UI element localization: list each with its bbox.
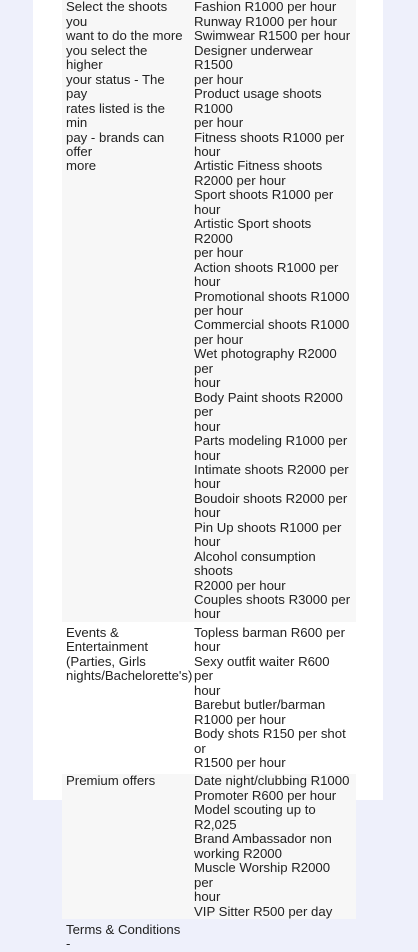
rate-text-line: Body Paint shoots R2000 per: [194, 389, 343, 420]
right-gutter: [386, 0, 418, 800]
category-text-line: Select the shoots you: [66, 0, 168, 29]
rate-text-line: Promoter R600 per hour: [194, 787, 337, 803]
category-cell: [62, 774, 190, 919]
rate-text-line: R2000 per hour: [194, 577, 286, 593]
rate-text-line: Action shoots R1000 per: [194, 259, 339, 275]
rate-text-line: Sexy outfit waiter R600 per: [194, 653, 330, 684]
category-text-line: you select the higher: [66, 42, 148, 73]
category-cell: [62, 923, 190, 952]
rate-text-line: hour: [194, 143, 221, 159]
rate-text-line: Designer underwear R1500: [194, 42, 313, 73]
rate-text-line: Pin Up shoots R1000 per: [194, 519, 342, 535]
category-text-line: nights/Bachelorette's): [66, 668, 193, 684]
category-text-line: more: [66, 158, 97, 174]
category-text-line: your status - The pay: [66, 71, 165, 102]
rate-text-line: hour: [194, 476, 221, 492]
category-text-line: Terms & Conditions -: [66, 922, 181, 952]
rate-text-line: Sport shoots R1000 per hour: [194, 187, 334, 217]
rate-text-line: hour: [194, 606, 221, 622]
rate-text-line: hour: [194, 418, 221, 434]
rate-text-line: Boudoir shoots R2000 per: [194, 490, 348, 506]
rate-text-line: Product usage shoots R1000: [194, 86, 322, 116]
category-text-line: want to do the more: [66, 28, 183, 44]
rate-text-line: R1500 per hour: [194, 755, 286, 771]
rate-text-line: per hour: [194, 245, 244, 261]
category-cell: [62, 0, 190, 621]
rate-text-line: hour: [194, 682, 221, 698]
rate-text-line: Artistic Fitness shoots: [194, 158, 323, 174]
rate-text-line: Runway R1000 per hour: [194, 13, 337, 29]
category-text-line: Premium offers: [66, 773, 156, 789]
category-text-line: Events &: [66, 624, 119, 640]
table-row: [62, 626, 356, 771]
rate-text-line: per hour: [194, 71, 244, 87]
rate-text-line: Couples shoots R3000 per: [194, 592, 351, 608]
rate-text-line: R2000 per hour: [194, 172, 286, 188]
rate-text-line: Topless barman R600 per: [194, 624, 346, 640]
rate-text-line: Muscle Worship R2000 per: [194, 860, 331, 890]
rate-text-line: per hour: [194, 115, 244, 131]
rates-cell: [190, 923, 356, 952]
rate-text-line: Wet photography R2000 per: [194, 346, 337, 376]
rate-text-line: Barebut butler/barman: [194, 697, 326, 713]
rate-text-line: per hour: [194, 331, 244, 347]
rate-text-line: Commercial shoots R1000: [194, 317, 350, 333]
rate-text-line: Model scouting up to R2,025: [194, 802, 316, 832]
rate-text-line: hour: [194, 375, 221, 391]
category-cell: [62, 624, 193, 771]
rate-text-line: hour: [194, 889, 221, 905]
rates-cell: [190, 774, 356, 919]
rate-text-line: Intimate shoots R2000 per: [194, 461, 349, 477]
rate-text-line: hour: [194, 639, 221, 655]
rate-text-line: hour: [194, 505, 221, 521]
rate-text-line: Brand Ambassador non: [194, 831, 332, 847]
rate-text-line: Promotional shoots R1000: [194, 288, 350, 304]
rate-text-line: hour: [194, 534, 221, 550]
category-text-line: rates listed is the min: [66, 100, 165, 131]
rate-text-line: working R2000: [194, 845, 282, 861]
table-row: [62, 0, 356, 621]
rate-text-line: Swimwear R1500 per hour: [194, 28, 351, 44]
category-text-line: Entertainment: [66, 639, 149, 655]
rate-text-line: hour: [194, 274, 221, 290]
rate-text-line: hour: [194, 447, 221, 463]
table-row: [62, 923, 356, 952]
rates-cell: [190, 0, 356, 621]
rate-text-line: Artistic Sport shoots R2000: [194, 216, 312, 246]
left-gutter: [0, 0, 22, 800]
rate-text-line: R1000 per hour: [194, 711, 286, 727]
rate-text-line: VIP Sitter R500 per day: [194, 903, 333, 919]
table-row: [62, 774, 356, 919]
rates-cell: [190, 626, 356, 771]
rate-text-line: Body shots R150 per shot or: [194, 726, 346, 756]
rate-text-line: Parts modeling R1000 per: [194, 433, 348, 449]
rate-text-line: Fitness shoots R1000 per: [194, 129, 345, 145]
category-text-line: pay - brands can offer: [66, 129, 165, 159]
rate-text-line: Alcohol consumption shoots: [194, 548, 316, 579]
rate-text-line: Fashion R1000 per hour: [194, 0, 337, 15]
rate-text-line: per hour: [194, 302, 244, 318]
category-text-line: (Parties, Girls: [66, 653, 146, 669]
rate-text-line: Date night/clubbing R1000: [194, 773, 350, 789]
rates-table: [62, 0, 356, 952]
